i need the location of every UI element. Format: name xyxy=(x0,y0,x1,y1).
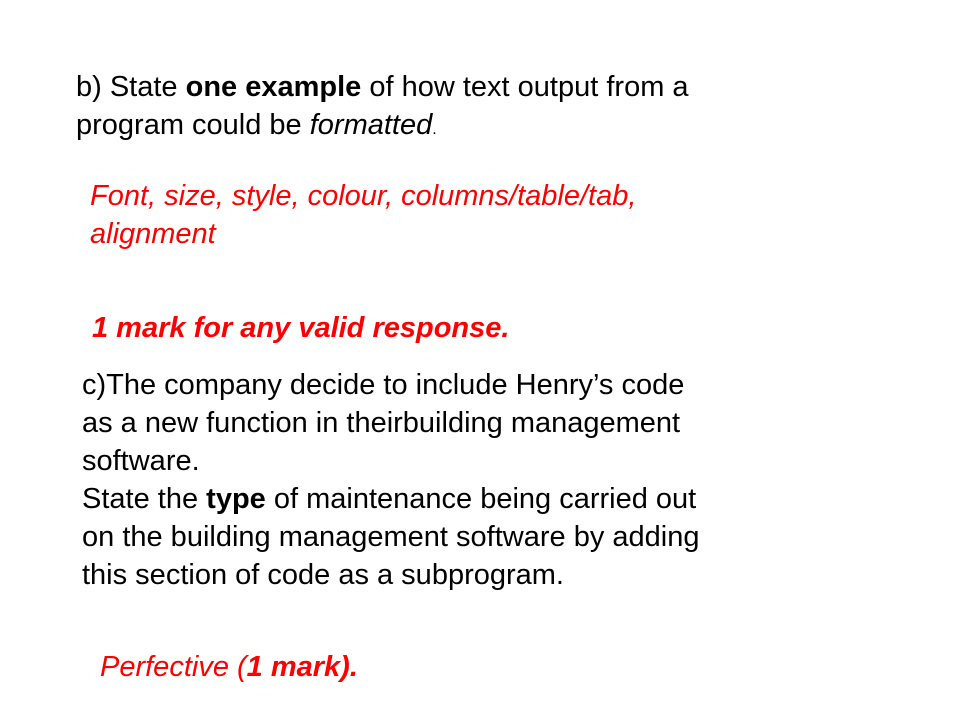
question-c-line-3: software. xyxy=(82,445,200,477)
question-b xyxy=(76,68,689,149)
question-b-italic: formatted xyxy=(309,109,433,141)
mark-scheme-b: 1 mark for any valid response. xyxy=(92,312,510,344)
question-b-prefix: b) State xyxy=(76,71,186,103)
answer-b-line-1: Font, size, style, colour, columns/table/tab, xyxy=(90,180,637,212)
question-b-line2-start: program could be xyxy=(76,109,310,141)
question-c xyxy=(82,366,699,594)
answer-b-line-2: alignment xyxy=(90,218,216,250)
question-c-line-6: this section of code as a subprogram. xyxy=(82,559,564,591)
question-b-line-2 xyxy=(76,106,689,149)
question-c-line4-start: State the xyxy=(82,483,207,515)
question-c-line-2: as a new function in theirbuilding management xyxy=(82,407,681,439)
answer-c-word: Perfective ( xyxy=(100,651,247,683)
question-b-end: . xyxy=(432,121,437,138)
answer-c xyxy=(100,648,358,686)
question-c-line-5: on the building management software by adding xyxy=(82,521,700,553)
question-c-emphasis: type xyxy=(206,483,266,515)
answer-c-mark: 1 mark). xyxy=(246,651,358,683)
question-c-line-1: c)The company decide to include Henry’s code xyxy=(82,369,685,401)
question-c-line4-end: of maintenance being carried out xyxy=(265,483,697,515)
question-b-emphasis: one example xyxy=(185,71,362,103)
question-b-line-1 xyxy=(76,68,689,106)
question-c-line-4 xyxy=(82,480,699,518)
answer-b xyxy=(90,177,636,253)
question-b-mid: of how text output from a xyxy=(361,71,689,103)
